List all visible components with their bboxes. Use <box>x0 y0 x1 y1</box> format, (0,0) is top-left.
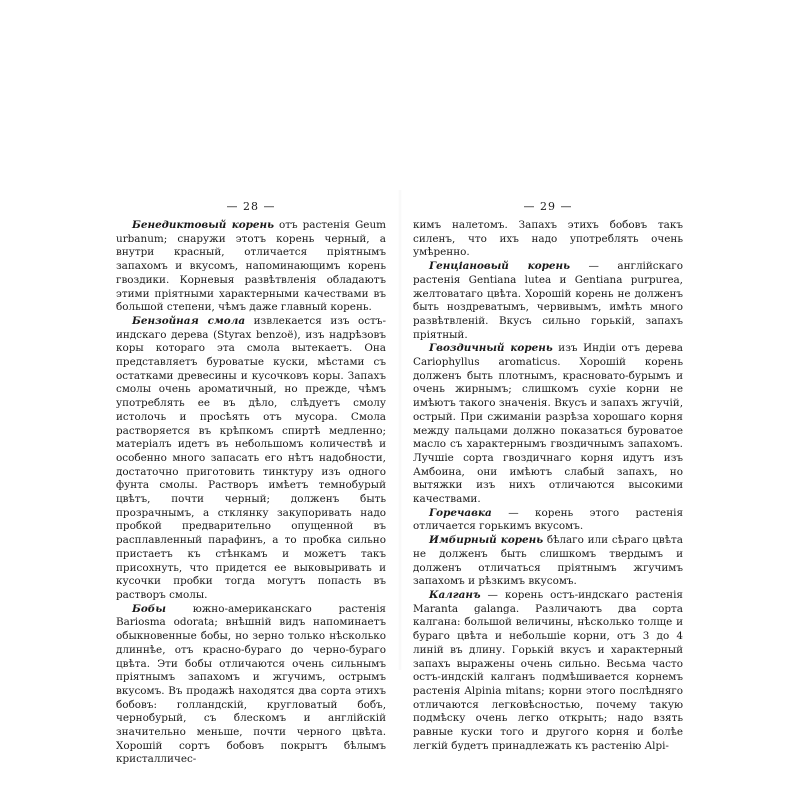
entry-text: — корень этого растенія отличается горькимъ вкусомъ. <box>413 506 683 533</box>
entry-text: южно-американскаго растенія Bariosma odorata; внѣшній видъ напоминаетъ обыкновенные бобы, но зерно только нѣсколько длиннѣе, отъ красно-бураго до черно-бураго цвѣта. Эти бобы отличаются очень сильнымъ пріятнымъ запахомъ и жгучимъ, острымъ вкусомъ. Въ продажѣ находятся два сорта этихъ бобовъ: голландскій, кругловатый бобъ, чернобурый, съ блескомъ и англійскій значительно меньше, почти черного цвѣта. Хорошій сортъ бобовъ покрытъ бѣлымъ кристалличес- <box>116 602 386 766</box>
entry-text: отъ растенія Geum urbanum; снаружи этотъ корень черный, а внутри красный, отличается пріятнымъ запахомъ и вкусомъ, напоминающимъ корень гвоздики. Корневыя развѣтвленія обладаютъ этими пріятными характерными качествами въ большой степени, чѣмъ даже главный корень. <box>116 219 386 314</box>
entry-paragraph <box>116 603 386 767</box>
entry-paragraph <box>413 342 683 506</box>
page-number: — 29 — <box>523 200 573 213</box>
gutter <box>398 190 402 670</box>
entry-term: Бенедиктовый корень <box>132 219 274 231</box>
entry-text: — корень остъ-индскаго растенія Maranta galanga. Различаютъ два сорта калгана: большой величины, нѣсколько толще и бураго цвѣта и небольшіе корни, отъ 3 до 4 линій въ длину. Горькій вкусъ и характерный запахъ выражены очень сильно. Весьма часто остъ-индскій калганъ подмѣшивается корнемъ растенія Alpinia mitans; корни этого послѣдняго отличаются легковѣсностью, почему такую подмѣску очень легко открыть; надо взять равные куски того и другого корня и болѣе легкій будетъ принадлежать къ растенію Alpi- <box>413 588 683 752</box>
entry-paragraph <box>413 260 683 342</box>
entry-paragraph <box>413 507 683 534</box>
entry-text: бѣлаго или сѣраго цвѣта не долженъ быть слишкомъ твердымъ и долженъ отличаться пріятнымъ жгучимъ запахомъ и рѣзкимъ вкусомъ. <box>413 534 683 588</box>
entry-term: Бензойная смола <box>132 314 246 327</box>
entry-term: Имбирный корень <box>429 534 544 547</box>
entry-text: изъ Индіи отъ дерева Cariophyllus aromaticus. Хорошій корень долженъ быть плотнымъ, красновато-бурымъ и очень жирнымъ; слишкомъ сухіе корни не имѣютъ такого значенія. Вкусъ и запахъ жгучій, острый. При сжиманіи разрѣза хорошаго корня между пальцами должно показаться буроватое масло съ характернымъ гвоздичнымъ запахомъ. Лучшіе сорта гвоздичнаго корня идутъ изъ Амбоина, они имѣютъ слабый запахъ, но вытяжки изъ нихъ отличаются высокими качествами. <box>413 342 683 506</box>
entry-term: Горечавка <box>429 506 492 519</box>
entry-text: — англійскаго растенія Gentiana lutea и Gentiana purpurea, желтоватаго цвѣта. Хорошій корень не долженъ быть ноздреватымъ, червивымъ, имѣть много развѣтвленій. Вкусъ сильно горькій, запахъ пріятный. <box>413 260 683 341</box>
entry-term: Генціановый корень <box>429 260 570 273</box>
entry-paragraph <box>116 315 386 603</box>
entry-paragraph <box>116 219 386 315</box>
entry-paragraph <box>413 589 683 753</box>
page-number: — 28 — <box>226 200 276 213</box>
entry-text: извлекается изъ остъ-индскаго дерева (Styrax benzoë), изъ надрѣзовъ коры котораго эта смола вытекаетъ. Она представляетъ буроватые куски, мѣстами съ остатками древесины и кусочковъ коры. Запахъ смолы очень ароматичный, но прежде, чѣмъ употреблять ее въ дѣло, слѣдуетъ смолу истолочь и просѣять отъ мусора. Смола растворяется въ крѣпкомъ спиртѣ медленно; матеріалъ идетъ въ небольшомъ количествѣ и особенно много запасать его нѣтъ надобности, достаточно приготовить тинктуру изъ одного фунта смолы. Растворъ имѣетъ темнобурый цвѣтъ, почти черный; долженъ быть прозрачнымъ, а стклянку закупоривать надо пробкой предварительно опущенной въ расплавленный парафинъ, а то пробка сильно пристаетъ къ стѣнкамъ и можетъ такъ присохнуть, что придется ее выковыривать и кусочки пробки тогда могутъ попасть въ растворъ смолы. <box>116 314 386 601</box>
entry-term: Бобы <box>132 602 166 615</box>
left-page <box>116 200 386 767</box>
entry-term: Гвоздичный корень <box>429 342 553 355</box>
entry-paragraph <box>413 534 683 589</box>
continuation-paragraph: кимъ налетомъ. Запахъ этихъ бобовъ такъ силенъ, что ихъ надо употреблять очень умѣренно. <box>413 219 683 259</box>
entry-term: Калганъ <box>429 588 481 601</box>
right-page <box>413 200 683 753</box>
